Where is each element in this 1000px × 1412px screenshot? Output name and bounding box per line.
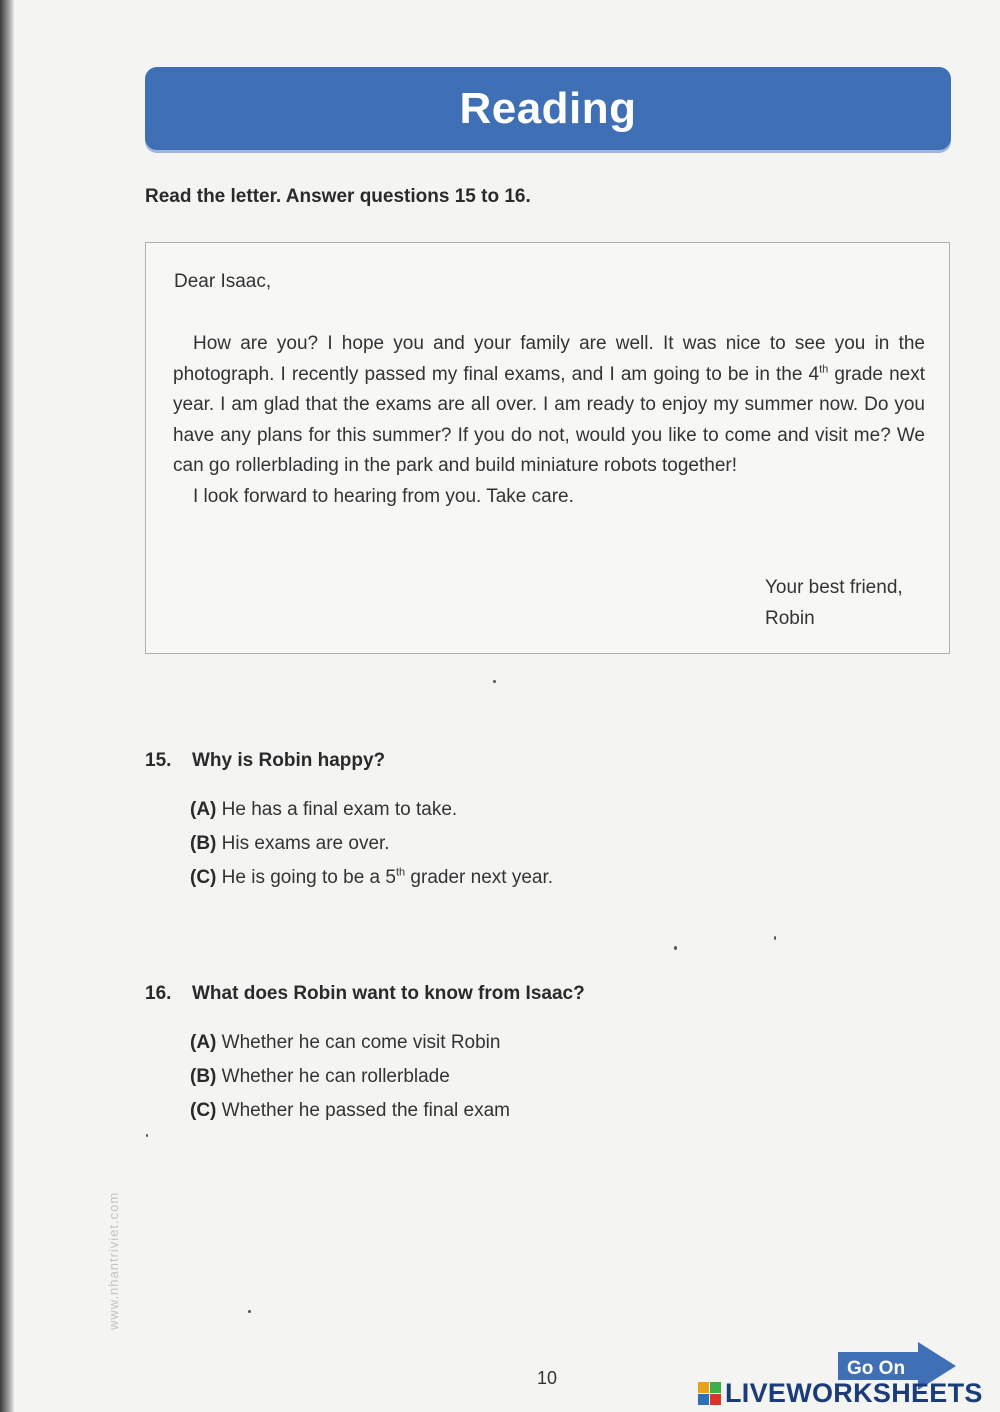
option-letter: (A) (190, 1032, 217, 1053)
option-letter: (B) (190, 833, 217, 854)
ordinal-suffix: th (819, 363, 829, 376)
option-16-b[interactable] (190, 1060, 510, 1094)
letter-signature: Robin (765, 607, 815, 629)
question-15 (145, 750, 385, 772)
option-text: He has a final exam to take. (221, 799, 458, 820)
scan-speck (674, 946, 677, 950)
question-16 (145, 983, 585, 1005)
option-16-c[interactable] (190, 1094, 510, 1128)
ordinal-suffix: th (395, 866, 406, 879)
question-number: 16. (145, 983, 172, 1004)
question-number: 15. (145, 750, 172, 771)
letter-paragraph-2: I look forward to hearing from you. Take care. (193, 485, 574, 507)
option-15-b[interactable] (190, 827, 553, 861)
option-text: Whether he can come visit Robin (221, 1032, 501, 1053)
page-number: 10 (537, 1368, 558, 1388)
option-16-a[interactable] (190, 1026, 510, 1060)
option-text-part-b: grader next year. (405, 867, 554, 888)
letter-closing: Your best friend, (765, 577, 903, 598)
question-text: Why is Robin happy? (192, 750, 386, 771)
question-text: What does Robin want to know from Isaac? (192, 983, 585, 1004)
go-on-label: Go On (847, 1358, 906, 1379)
scan-speck (248, 1310, 251, 1313)
logo-text: LIVEWORKSHEETS (725, 1377, 983, 1408)
option-text: Whether he can rollerblade (221, 1066, 450, 1087)
letter-box (145, 242, 950, 654)
letter-body (173, 329, 925, 512)
publisher-watermark: www.nhantriviet.com (106, 1191, 121, 1330)
letter-paragraph-1 (173, 329, 925, 482)
option-text: His exams are over. (221, 833, 390, 854)
option-15-c[interactable] (190, 861, 553, 895)
option-letter: (B) (190, 1066, 217, 1087)
question-16-options (190, 1026, 510, 1128)
option-text: Whether he passed the final exam (221, 1100, 511, 1121)
option-letter: (C) (190, 1100, 217, 1121)
instruction-text: Read the letter. Answer questions 15 to 16. (145, 186, 531, 207)
section-title: Reading (459, 83, 637, 133)
scan-speck (146, 1134, 148, 1137)
scan-speck (493, 680, 496, 683)
option-letter: (A) (190, 799, 217, 820)
option-letter: (C) (190, 867, 217, 888)
letter-signoff (765, 573, 903, 634)
option-text-part-a: He is going to be a 5 (221, 867, 396, 888)
letter-paragraph-1-part-a: How are you? I hope you and your family are well. It was nice to see you in the photograph. I recently passed my final exams, and I am going to be in the 4 (173, 333, 925, 385)
letter-paragraph-1-part-b: grade next year. I am glad that the exams are all over. I am ready to enjoy my summer now. Do you have any plans for this summer? If you do not, would you like to come and visit me? We can go rollerblading in the park and build miniature robots together! (173, 363, 925, 476)
liveworksheets-logo (698, 1376, 983, 1410)
logo-grid-icon (698, 1382, 721, 1405)
letter-greeting: Dear Isaac, (174, 271, 272, 292)
option-15-a[interactable] (190, 793, 553, 827)
question-15-options (190, 793, 553, 895)
reading-banner (145, 67, 951, 150)
scan-speck (774, 936, 776, 940)
page-edge-shadow (0, 0, 14, 1412)
